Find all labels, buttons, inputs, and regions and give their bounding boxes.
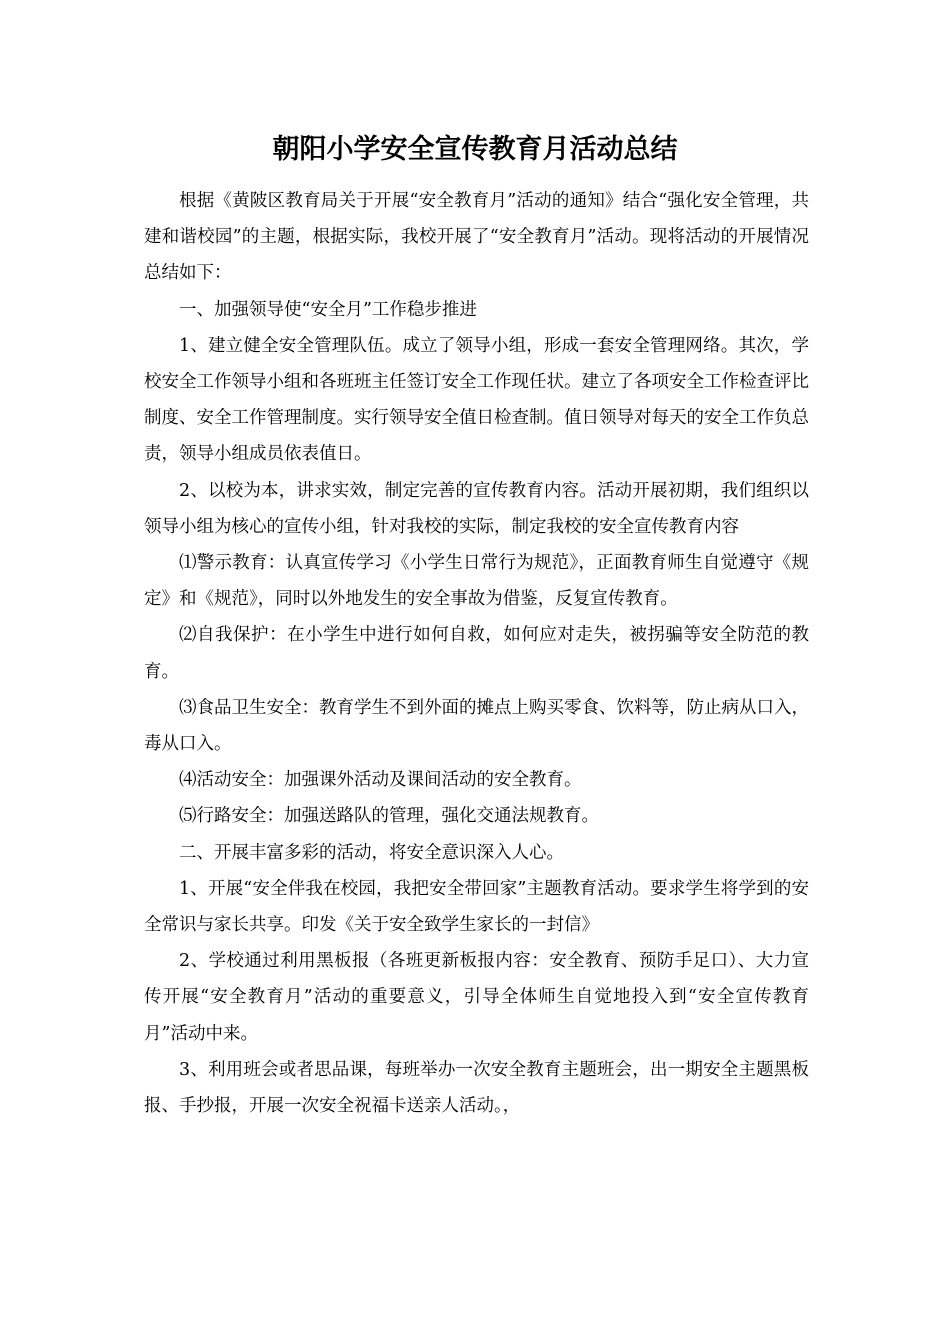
paragraph-item-1: ⑴警示教育：认真宣传学习《小学生日常行为规范》，正面教育师生自觉遵守《规定》和《规范》，同时以外地发生的安全事故为借鉴，反复宣传教育。 xyxy=(144,553,809,610)
paragraph-2-3: 3、利用班会或者思品课，每班举办一次安全教育主题班会，出一期安全主题黑板报、手抄报，开展一次安全祝福卡送亲人活动。， xyxy=(144,1059,809,1117)
paragraph-item-4: ⑷活动安全：加强课外活动及课间活动的安全教育。 xyxy=(179,770,582,791)
paragraph-section-2-heading: 二、开展丰富多彩的活动，将安全意识深入人心。 xyxy=(179,842,564,863)
document-title: 朝阳小学安全宣传教育月活动总结 xyxy=(272,134,678,165)
paragraph-item-2: ⑵自我保护：在小学生中进行如何自救，如何应对走失，被拐骗等安全防范的教育。 xyxy=(144,625,809,682)
paragraph-item-5: ⑸行路安全：加强送路队的管理，强化交通法规教育。 xyxy=(179,806,599,827)
paragraph-section-1-heading: 一、加强领导使“安全月”工作稳步推进 xyxy=(179,299,477,320)
document-body xyxy=(144,183,809,1124)
paragraph-2-1: 1、开展“安全伴我在校园，我把安全带回家”主题教育活动。要求学生将学到的安全常识与家长共享。印发《关于安全致学生家长的一封信》 xyxy=(144,878,809,936)
paragraph-2-2: 2、学校通过利用黑板报（各班更新板报内容：安全教育、预防手足口）、大力宣传开展“安全教育月”活动的重要意义，引导全体师生自觉地投入到“安全宣传教育月”活动中来。 xyxy=(144,951,809,1044)
paragraph-1-1: 1、建立健全安全管理队伍。成立了领导小组，形成一套安全管理网络。其次，学校安全工作领导小组和各班班主任签订安全工作现任状。建立了各项安全工作检查评比制度、安全工作管理制度。实行领导安全值日检查制。值日领导对每天的安全工作负总责，领导小组成员依表值日。 xyxy=(144,335,809,465)
paragraph-item-3: ⑶食品卫生安全：教育学生不到外面的摊点上购买零食、饮料等，防止病从口入，毒从口入。 xyxy=(144,697,809,755)
paragraph-intro: 根据《黄陂区教育局关于开展“安全教育月”活动的通知》结合“强化安全管理，共建和谐校园”的主题，根据实际，我校开展了“安全教育月”活动。现将活动的开展情况总结如下： xyxy=(144,191,809,284)
paragraph-1-2: 2、以校为本，讲求实效，制定完善的宣传教育内容。活动开展初期，我们组织以领导小组为核心的宣传小组，针对我校的实际，制定我校的安全宣传教育内容 xyxy=(144,480,809,537)
